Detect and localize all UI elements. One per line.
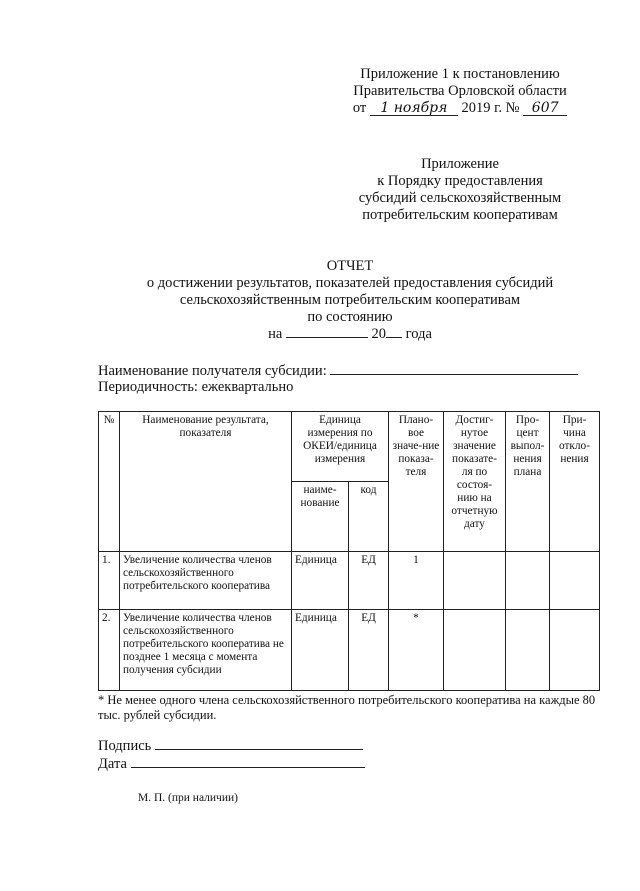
row-num: 2. xyxy=(99,610,120,691)
header-unit: Единица измерения по ОКЕИ/единица измерения xyxy=(292,412,389,482)
row-name: Увеличение количества членов сельскохозяйственного потребительского кооператива не позднее 1 месяца с момента получения субсидии xyxy=(120,610,292,691)
approval-handwritten-date: 1 ноября xyxy=(370,101,458,116)
approval-year-text: 2019 г. № xyxy=(461,100,520,116)
signature-line xyxy=(98,738,363,755)
appendix-line-4: потребительским кооперативам xyxy=(362,207,558,223)
report-subtitle-1: о достижении результатов, показателей предоставления субсидий xyxy=(146,275,554,291)
approval-line-1: Приложение 1 к постановлению xyxy=(360,66,560,82)
stamp-note: М. П. (при наличии) xyxy=(138,792,238,804)
appendix-line-1: Приложение xyxy=(421,156,499,172)
header-planned: Плано-вое значе-ние показа-теля xyxy=(389,412,444,552)
table-row xyxy=(99,552,600,610)
header-achieved: Достиг-нутое значение показате-ля по состоя-нию на отчетную дату xyxy=(444,412,506,552)
appendix-block xyxy=(340,156,580,224)
row-planned: 1 xyxy=(389,552,444,610)
approval-handwritten-number: 607 xyxy=(523,101,567,116)
appendix-line-3: субсидий сельскохозяйственным xyxy=(358,190,562,206)
row-unit-code: ЕД xyxy=(349,552,389,610)
row-reason[interactable] xyxy=(550,552,600,610)
header-name: Наименование результата, показателя xyxy=(120,412,292,552)
row-achieved[interactable] xyxy=(444,552,506,610)
approval-line-2: Правительства Орловской области xyxy=(353,83,567,99)
report-subtitle-2: сельскохозяйственным потребительским кооперативам xyxy=(179,292,521,308)
report-date-suffix: года xyxy=(405,326,432,342)
header-percent: Про-цент выпол-нения плана xyxy=(506,412,550,552)
row-percent[interactable] xyxy=(506,610,550,691)
report-title: ОТЧЕТ xyxy=(326,258,374,274)
row-percent[interactable] xyxy=(506,552,550,610)
row-unit-name: Единица xyxy=(292,552,349,610)
approval-block xyxy=(330,66,590,117)
table-header-row xyxy=(99,412,600,482)
approval-date-line xyxy=(330,100,590,117)
row-planned: * xyxy=(389,610,444,691)
recipient-line xyxy=(98,363,578,380)
report-date-blank[interactable] xyxy=(286,337,368,338)
report-year-blank[interactable] xyxy=(386,337,402,338)
report-title-block xyxy=(110,258,590,343)
report-table xyxy=(98,411,600,691)
approval-from-label: от xyxy=(352,100,367,116)
appendix-line-2: к Порядку предоставления xyxy=(377,173,543,189)
recipient-label: Наименование получателя субсидии: xyxy=(98,363,327,379)
row-num: 1. xyxy=(99,552,120,610)
row-reason[interactable] xyxy=(550,610,600,691)
row-unit-name: Единица xyxy=(292,610,349,691)
signature-label: Подпись xyxy=(98,738,152,754)
signature-date-label: Дата xyxy=(98,756,127,772)
header-reason: При-чина откло-нения xyxy=(550,412,600,552)
row-unit-code: ЕД xyxy=(349,610,389,691)
report-date-prefix: на xyxy=(268,326,283,342)
recipient-blank[interactable] xyxy=(330,374,578,375)
row-achieved[interactable] xyxy=(444,610,506,691)
signature-date-line xyxy=(98,756,365,773)
signature-date-blank[interactable] xyxy=(131,767,365,768)
header-num: № xyxy=(99,412,120,552)
report-subtitle-3: по состоянию xyxy=(307,309,393,325)
header-unit-name: наиме-нование xyxy=(292,482,349,552)
footnote: * Не менее одного члена сельскохозяйственного потребительского кооператива на каждые 80 тыс. рублей субсидии. xyxy=(98,693,596,722)
table-row xyxy=(99,610,600,691)
signature-blank[interactable] xyxy=(155,749,363,750)
report-date-line xyxy=(110,326,590,343)
header-unit-code: код xyxy=(349,482,389,552)
periodicity-label: Периодичность: ежеквартально xyxy=(98,379,294,395)
report-date-mid: 20 xyxy=(371,326,387,342)
row-name: Увеличение количества членов сельскохозяйственного потребительского кооператива xyxy=(120,552,292,610)
